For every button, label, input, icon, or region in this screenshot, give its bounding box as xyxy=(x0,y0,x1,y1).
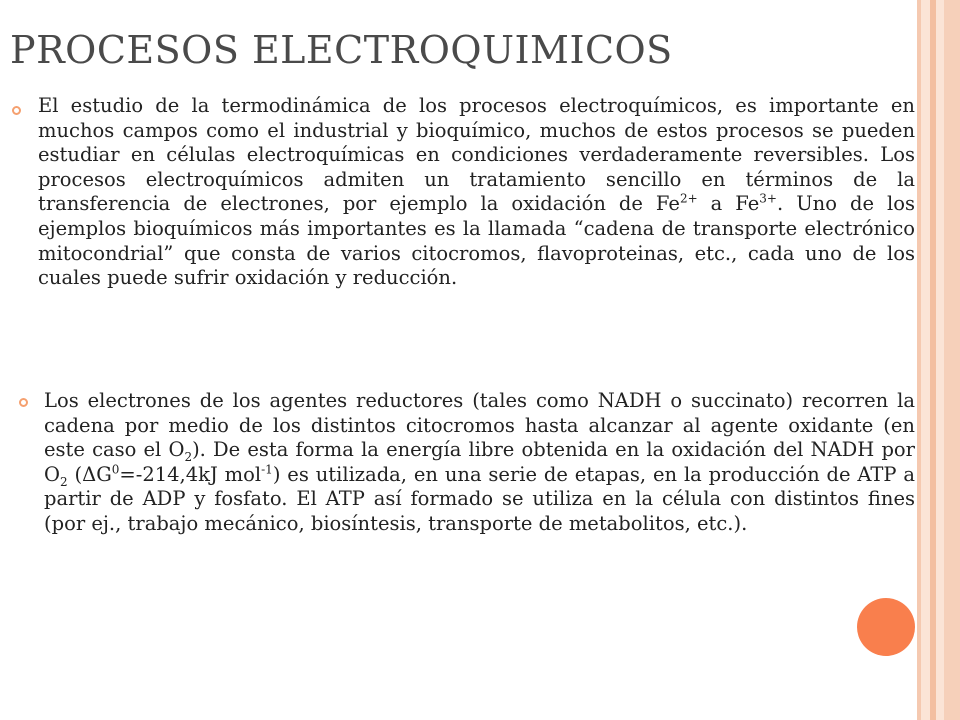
bullet-icon xyxy=(12,106,21,115)
paragraph-1 xyxy=(38,94,915,291)
decorative-stripe xyxy=(944,0,960,720)
paragraph-text: =-214,4kJ mol xyxy=(119,462,262,486)
paragraph-text: ) es utilizada, en una serie de etapas, en la producción de ATP a partir de ADP y fosfato. El ATP así formado se utiliza en la célula con distintos fines (por ej., trabajo mecánico, biosíntesis, transporte de metabolitos, etc.). xyxy=(44,462,915,535)
slide-title: PROCESOS ELECTROQUIMICOS xyxy=(10,28,673,72)
superscript: 2+ xyxy=(679,191,698,206)
superscript: -1 xyxy=(261,462,273,477)
superscript: 3+ xyxy=(759,191,777,206)
paragraph-text: a Fe xyxy=(697,192,760,216)
decorative-stripe xyxy=(921,0,930,720)
decorative-circle xyxy=(857,598,915,656)
paragraph-text: . Uno de los ejemplos bioquímicos más importantes es la llamada “cadena de transporte electrónico mitocondrial” que consta de varios citocromos, flavoproteinas, etc., cada uno de los cuales puede sufrir oxidación y reducción. xyxy=(38,192,915,290)
subscript: 2 xyxy=(184,450,193,465)
paragraph-text: Los electrones de los agentes reductores (tales como NADH o succinato) recorren la cadena por medio de los distintos citocromos hasta alcanzar al agente oxidante (en este caso el O xyxy=(44,389,915,462)
subscript: 2 xyxy=(60,474,68,489)
superscript: 0 xyxy=(111,462,120,477)
decorative-stripe xyxy=(936,0,944,720)
paragraph-text: ). De esta forma la energía libre obtenida en la oxidación del NADH por O xyxy=(44,438,915,486)
paragraph-2 xyxy=(44,389,915,537)
bullet-icon xyxy=(19,398,28,407)
paragraph-text: El estudio de la termodinámica de los procesos electroquímicos, es importante en muchos campos como el industrial y bioquímico, muchos de estos procesos se pueden estudiar en células electroquímicas en condiciones verdaderamente reversibles. Los procesos electroquímicos admiten un tratamiento sencillo en términos de la transferencia de electrones, por ejemplo la oxidación de Fe xyxy=(38,94,915,216)
paragraph-text: (ΔG xyxy=(67,462,112,486)
